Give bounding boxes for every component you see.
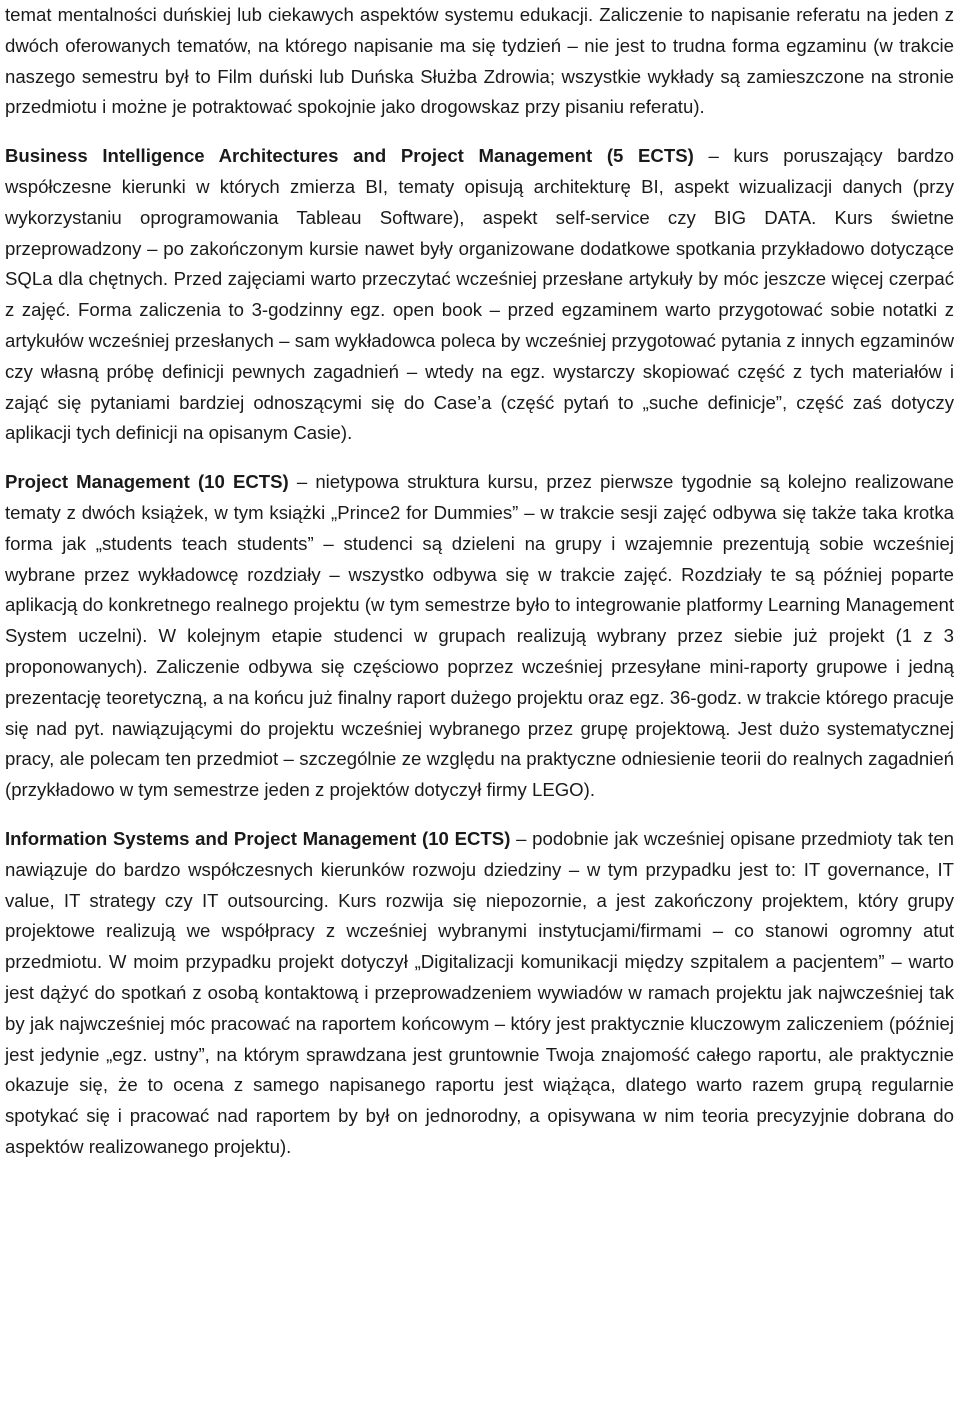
paragraph-information-systems-text: – podobnie jak wcześniej opisane przedmioty tak ten nawiązuje do bardzo współczesnych kierunków rozwoju dziedziny – w tym przypadku jest to: IT governance, IT value, IT strategy czy IT outsourcing. Kurs rozwija się niepozornie, a jest zakończony projektem, który grupy projektowe realizują we współpracy z wcześniej wybranymi instytucjami/firmami – co stanowi ogromny atut przedmiotu. W moim przypadku projekt dotyczył „Digitalizacji komunikacji między szpitalem a pacjentem” – warto jest dążyć do spotkań z osobą kontaktową i przeprowadzeniem wywiadów w ramach projektu jak najwcześniej tak by jak najwcześniej móc pracować na raportem końcowym – który jest praktycznie kluczowym zaliczeniem (później jest jedynie „egz. ustny”, na którym sprawdzana jest gruntownie Twoja znajomość całego raportu, ale praktycznie okazuje się, że to ocena z samego napisanego raportu jest wiążąca, dlatego warto razem grupą regularnie spotykać się i pracować nad raportem by był on jednorodny, a opisywana w nim teoria precyzyjnie dobrana do aspektów realizowanego projektu). — [5, 827, 954, 1157]
paragraph-intro — [5, 0, 954, 123]
course-heading-information-systems: Information Systems and Project Management (10 ECTS) — [5, 827, 511, 849]
course-heading-project-management: Project Management (10 ECTS) — [5, 471, 289, 493]
paragraph-project-management-text: – nietypowa struktura kursu, przez pierwsze tygodnie są kolejno realizowane tematy z dwóch książek, w tym książki „Prince2 for Dummies” – w trakcie sesji zajęć odbywa się także taka krotka forma jak „students teach students” – studenci są dzieleni na grupy i wzajemnie prezentują sobie wcześniej wybrane przez wykładowcę rozdziały – wszystko odbywa się w trakcie zajęć. Rozdziały te są później poparte aplikacją do konkretnego realnego projektu (w tym semestrze było to integrowanie platformy Learning Management System uczelni). W kolejnym etapie studenci w grupach realizują wybrany przez siebie już projekt (1 z 3 proponowanych). Zaliczenie odbywa się częściowo poprzez wcześniej przesyłane mini-raporty grupowe i jedną prezentację teoretyczną, a na końcu już finalny raport dużego projektu oraz egz. 36-godz. w trakcie którego pracuje się nad pyt. nawiązującymi do projektu wcześniej wybranego przez grupę projektową. Jest dużo systematycznej pracy, ale polecam ten przedmiot – szczególnie ze względu na praktyczne odniesienie teorii do realnych zagadnień (przykładowo w tym semestrze jeden z projektów dotyczył firmy LEGO). — [5, 471, 954, 801]
paragraph-intro-text: temat mentalności duńskiej lub ciekawych aspektów systemu edukacji. Zaliczenie to napisanie referatu na jeden z dwóch oferowanych tematów, na którego napisanie ma się tydzień – nie jest to trudna forma egzaminu (w trakcie naszego semestru był to Film duński lub Duńska Służba Zdrowia; wszystkie wykłady są zamieszczone na stronie przedmiotu i możne je potraktować spokojnie jako drogowskaz przy pisaniu referatu). — [5, 4, 954, 118]
paragraph-bi-architectures — [5, 141, 954, 449]
paragraph-project-management — [5, 467, 954, 806]
paragraph-information-systems — [5, 824, 954, 1163]
course-heading-bi-architectures: Business Intelligence Architectures and Project Management (5 ECTS) — [5, 145, 694, 167]
paragraph-bi-architectures-text: – kurs poruszający bardzo współczesne kierunki w których zmierza BI, tematy opisują architekturę BI, aspekt wizualizacji danych (przy wykorzystaniu oprogramowania Tableau Software), aspekt self-service czy BIG DATA. Kurs świetne przeprowadzony – po zakończonym kursie nawet były organizowane dodatkowe spotkania przykładowo dotyczące SQLa dla chętnych. Przed zajęciami warto przeczytać wcześniej przesłane artykuły by móc jeszcze więcej czerpać z zajęć. Forma zaliczenia to 3-godzinny egz. open book – przed egzaminem warto przygotować sobie notatki z artykułów wcześniej przesłanych – sam wykładowca poleca by wcześniej przygotować pytania z innych egzaminów czy własną próbę definicji pewnych zagadnień – wtedy na egz. wystarczy skopiować część z tych materiałów i zająć się pytaniami bardziej odnoszącymi się do Case’a (część pytań to „suche definicje”, część zaś dotyczy aplikacji tych definicji na opisanym Casie). — [5, 145, 954, 444]
